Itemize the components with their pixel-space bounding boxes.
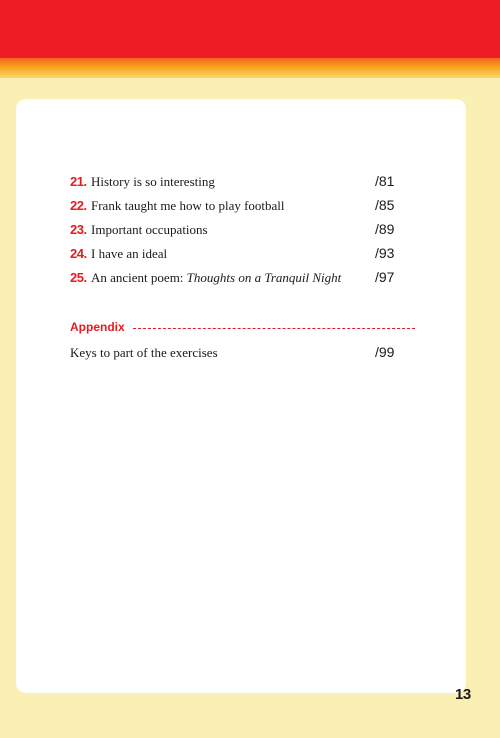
toc-item-25[interactable]	[70, 269, 415, 293]
toc-item-title: History is so interesting	[91, 174, 215, 189]
appendix-item-page: /99	[375, 344, 395, 360]
toc-item-page: /93	[375, 245, 395, 261]
toc-item-page: /97	[375, 269, 395, 285]
toc-item-21[interactable]	[70, 173, 415, 197]
toc-item-number: 21.	[70, 174, 87, 189]
toc-item-number: 25.	[70, 270, 87, 285]
appendix-item-title: Keys to part of the exercises	[70, 345, 218, 360]
toc-item-23[interactable]	[70, 221, 415, 245]
toc-item-page: /89	[375, 221, 395, 237]
toc-item-title: I have an ideal	[91, 246, 168, 261]
toc-item-title-italic: Thoughts on a Tranquil Night	[186, 270, 342, 285]
toc-item-number: 22.	[70, 198, 87, 213]
toc-item-24[interactable]	[70, 245, 415, 269]
toc-item-number: 24.	[70, 246, 87, 261]
toc-item-page: /85	[375, 197, 395, 213]
orange-gradient-band	[0, 58, 500, 78]
toc-item-22[interactable]	[70, 197, 415, 221]
toc-item-title-prefix: An ancient poem:	[91, 270, 187, 285]
toc-item-title: Important occupations	[91, 222, 208, 237]
appendix-heading	[70, 320, 415, 334]
appendix-label: Appendix	[70, 320, 125, 334]
table-of-contents	[70, 173, 415, 293]
appendix-item[interactable]	[70, 344, 415, 361]
toc-item-title: Frank taught me how to play football	[91, 198, 285, 213]
toc-item-title	[91, 270, 367, 286]
toc-item-page: /81	[375, 173, 395, 189]
appendix-dashed-rule	[133, 328, 415, 329]
toc-item-number: 23.	[70, 222, 87, 237]
page-number: 13	[455, 686, 471, 703]
